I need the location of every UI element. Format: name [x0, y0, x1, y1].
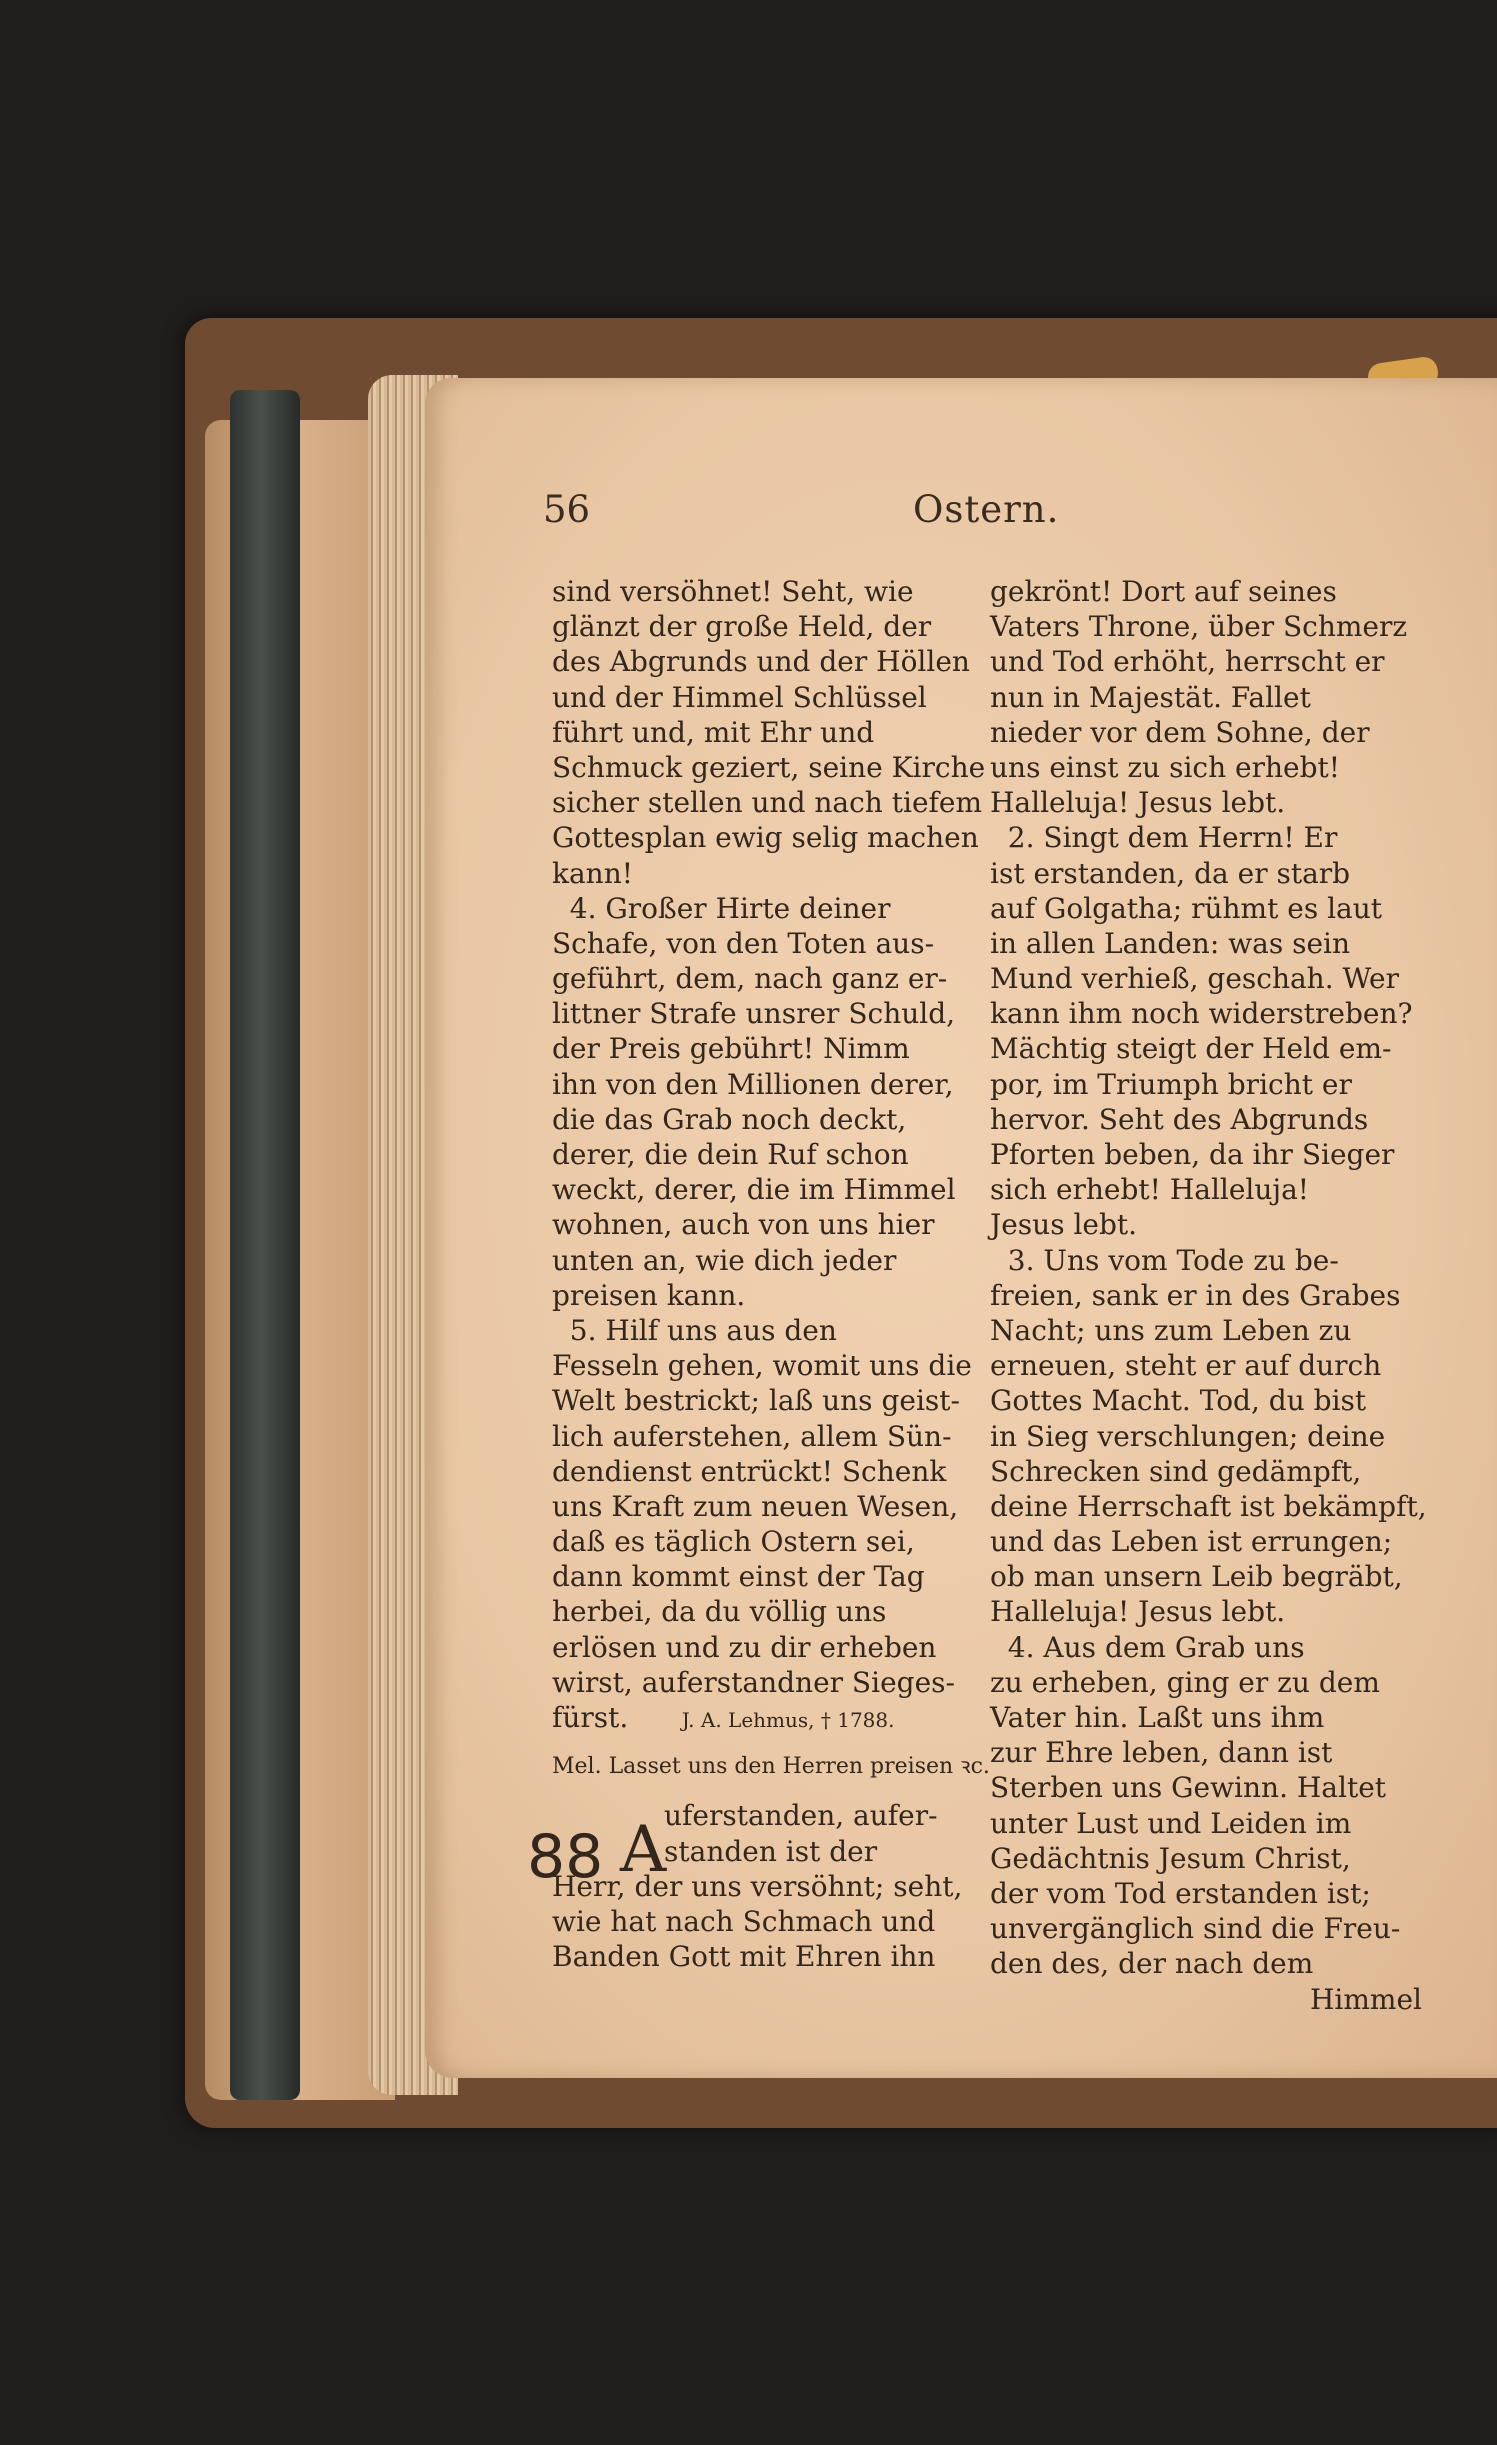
text-line: fürst. J. A. Lehmus, † 1788. — [552, 1701, 895, 1734]
text-line: uns Kraft zum neuen Wesen, — [552, 1489, 959, 1523]
author-signature: J. A. Lehmus, † 1788. — [681, 1708, 895, 1732]
text-line: dann kommt einst der Tag — [552, 1560, 925, 1594]
text-line: hervor. Seht des Abgrunds — [990, 1102, 1369, 1136]
text-line: wohnen, auch von uns hier — [552, 1208, 935, 1242]
text-line: 3. Uns vom Tode zu be- — [990, 1243, 1339, 1277]
text-line: por, im Triumph bricht er — [990, 1067, 1352, 1101]
text-line: Gedächtnis Jesum Christ, — [990, 1841, 1351, 1875]
text-line: und Tod erhöht, herrscht er — [990, 645, 1385, 679]
text-line: Mund verhieß, geschah. Wer — [990, 962, 1399, 996]
text-line: in Sieg verschlungen; deine — [990, 1419, 1386, 1453]
text-line: lich auferstehen, allem Sün- — [552, 1419, 952, 1453]
text-line: die das Grab noch deckt, — [552, 1102, 907, 1136]
text-line: Vaters Throne, über Schmerz — [990, 610, 1408, 644]
text-line: Halleluja! Jesus lebt. — [990, 786, 1286, 820]
text-line: Schafe, von den Toten aus- — [552, 926, 935, 960]
text-line: kann ihm noch widerstreben? — [990, 997, 1413, 1031]
text-line: sich erhebt! Halleluja! — [990, 1173, 1310, 1207]
text-line: Nacht; uns zum Leben zu — [990, 1313, 1352, 1347]
text-line: Gottesplan ewig selig machen — [552, 821, 979, 855]
text-line: führt und, mit Ehr und — [552, 715, 875, 749]
page-number: 56 — [543, 488, 591, 531]
drop-cap: A — [620, 1813, 667, 1887]
text-line: unvergänglich sind die Freu- — [990, 1912, 1401, 1946]
text-line: Halleluja! Jesus lebt. — [990, 1595, 1286, 1629]
text-line: erlösen und zu dir erheben — [552, 1630, 937, 1664]
text-line: dendienst entrückt! Schenk — [552, 1454, 947, 1488]
text-line: nieder vor dem Sohne, der — [990, 715, 1370, 749]
text-line: und das Leben ist errungen; — [990, 1525, 1393, 1559]
text-line: Jesus lebt. — [990, 1208, 1138, 1242]
hymn-number: 88 — [527, 1822, 604, 1892]
text-line: sind versöhnet! Seht, wie — [552, 575, 914, 608]
text-line: uns einst zu sich erhebt! — [990, 750, 1341, 784]
text-line: wie hat nach Schmach und — [552, 1904, 936, 1938]
text-line: erneuen, steht er auf durch — [990, 1349, 1382, 1383]
text-line: kann! — [552, 856, 633, 890]
text-line: 5. Hilf uns aus den — [552, 1313, 837, 1347]
page-title: Ostern. — [913, 488, 1060, 531]
text-line: auf Golgatha; rühmt es laut — [990, 891, 1383, 925]
text-line: Schmuck geziert, seine Kirche — [552, 750, 986, 784]
text-line: Pforten beben, da ihr Sieger — [990, 1138, 1395, 1171]
text-line: zur Ehre leben, dann ist — [990, 1736, 1333, 1770]
text-line: preisen kann. — [552, 1278, 746, 1312]
melody-line: Mel. Lasset uns den Herren preisen ꝛc. — [552, 1754, 990, 1780]
text-line: Vater hin. Laßt uns ihm — [990, 1701, 1325, 1734]
hymn-first-line: standen ist der — [664, 1834, 878, 1868]
text-line: des Abgrunds und der Höllen — [552, 645, 970, 679]
text-line: wirst, auferstandner Sieges- — [552, 1665, 955, 1699]
text-line: ihn von den Millionen derer, — [552, 1067, 954, 1101]
text-line: der Preis gebührt! Nimm — [552, 1032, 910, 1066]
text-line: Banden Gott mit Ehren ihn — [552, 1940, 936, 1974]
right-column — [990, 574, 1430, 2017]
text-line: den des, der nach dem — [990, 1947, 1314, 1981]
text-line: 4. Großer Hirte deiner — [552, 891, 891, 925]
text-line: Schrecken sind gedämpft, — [990, 1454, 1362, 1488]
text-line: nun in Majestät. Fallet — [990, 680, 1311, 714]
text-line: daß es täglich Ostern sei, — [552, 1525, 915, 1559]
text-line: ist erstanden, da er starb — [990, 856, 1351, 890]
text-line: sicher stellen und nach tiefem — [552, 786, 982, 820]
text-line: gekrönt! Dort auf seines — [990, 575, 1337, 608]
text-line: 4. Aus dem Grab uns — [990, 1630, 1305, 1664]
book-spine — [230, 390, 300, 2100]
text-line: 2. Singt dem Herrn! Er — [990, 821, 1338, 855]
text-line: geführt, dem, nach ganz er- — [552, 962, 948, 996]
text-line: Mächtig steigt der Held em- — [990, 1032, 1392, 1066]
left-column — [552, 574, 990, 1974]
text-line: deine Herrschaft ist bekämpft, — [990, 1489, 1427, 1523]
catchword: Himmel — [1310, 1982, 1422, 2016]
text-line: Welt bestrickt; laß uns geist- — [552, 1384, 960, 1418]
text-line: littner Strafe unsrer Schuld, — [552, 997, 956, 1031]
hymn-first-line: uferstanden, aufer- — [664, 1799, 938, 1833]
text-line: unten an, wie dich jeder — [552, 1243, 897, 1277]
text-line: herbei, da du völlig uns — [552, 1595, 887, 1629]
text-line: zu erheben, ging er zu dem — [990, 1665, 1380, 1699]
text-line: Sterben uns Gewinn. Haltet — [990, 1771, 1387, 1805]
text-line: Fesseln gehen, womit uns die — [552, 1349, 972, 1383]
text-line: der vom Tod erstanden ist; — [990, 1876, 1371, 1910]
text-line: Gottes Macht. Tod, du bist — [990, 1384, 1367, 1418]
text-line: weckt, derer, die im Himmel — [552, 1173, 956, 1207]
text-line: Herr, der uns versöhnt; seht, — [552, 1869, 963, 1903]
text-line: in allen Landen: was sein — [990, 926, 1351, 960]
text-line: glänzt der große Held, der — [552, 610, 932, 644]
text-line: unter Lust und Leiden im — [990, 1806, 1352, 1840]
text-line: derer, die dein Ruf schon — [552, 1138, 909, 1171]
text-line: und der Himmel Schlüssel — [552, 680, 927, 714]
text-line: freien, sank er in des Grabes — [990, 1278, 1401, 1312]
text-line: ob man unsern Leib begräbt, — [990, 1560, 1403, 1594]
